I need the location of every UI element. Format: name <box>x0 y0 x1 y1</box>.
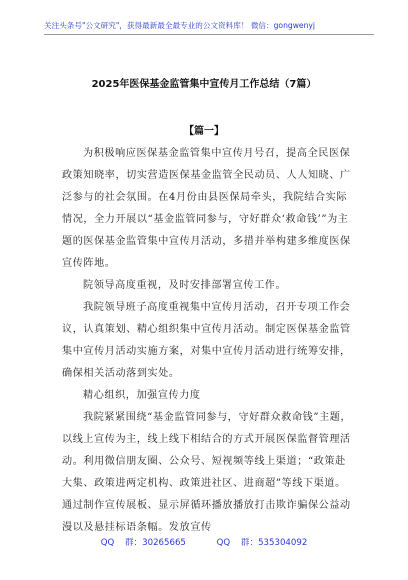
paragraph: 我院紧紧围绕“基金监管同参与，守好群众救命钱”主题，以线上宣传为主，线上线下相结合的方式开展医保监督管理活动。利用微信朋友圈、公众号、短视频等线上渠道；“政策赴大集、政策进两定机构、政策进社区、进商超”等线下渠道。通过制作宣传展板、显示屏循环播放播放打击欺诈骗保公益动漫以及悬挂标语条幅。发放宣传 <box>62 412 352 533</box>
footer-qq-group-2: QQ 群：535304092 <box>216 538 308 548</box>
footer-contacts <box>0 536 408 548</box>
paragraph: 院领导高度重视，及时安排部署宣传工作。 <box>83 280 287 291</box>
document-title: 2025年医保基金监管集中宣传月工作总结（7篇） <box>91 79 317 90</box>
paragraph-heading: 精心组织，加强宣传力度 <box>83 390 201 401</box>
paragraph: 我院领导班子高度重视集中宣传月活动，召开专项工作会议，认真策划、精心组织集中宣传月活动。制定医保基金监管集中宣传月活动实施方案，对集中宣传月活动进行统筹安排，确保相关活动落到实处。 <box>62 302 351 379</box>
paragraph: 为积极响应医保基金监管集中宣传月号召，提高全民医保政策知晓率，切实营造医保基金监管全民动员、人人知晓、广泛参与的社会氛围。在4月份由县医保局牵头，我院结合实际情况，全力开展以“基金监管同参与，守好群众‘救命钱’”为主题的医保基金监管集中宣传月活动，多措并举构建多维度医保宣传阵地。 <box>62 148 351 269</box>
header-divider <box>44 34 374 35</box>
footer-qq-group-1: QQ 群：30265665 <box>100 538 186 548</box>
document-body <box>62 143 352 539</box>
header-promo-text: 关注头条号"公文研究"，获得最新最全最专业的公文资料库！ 微信：gongwenyj <box>44 21 316 30</box>
section-label: 【篇一】 <box>184 126 224 137</box>
